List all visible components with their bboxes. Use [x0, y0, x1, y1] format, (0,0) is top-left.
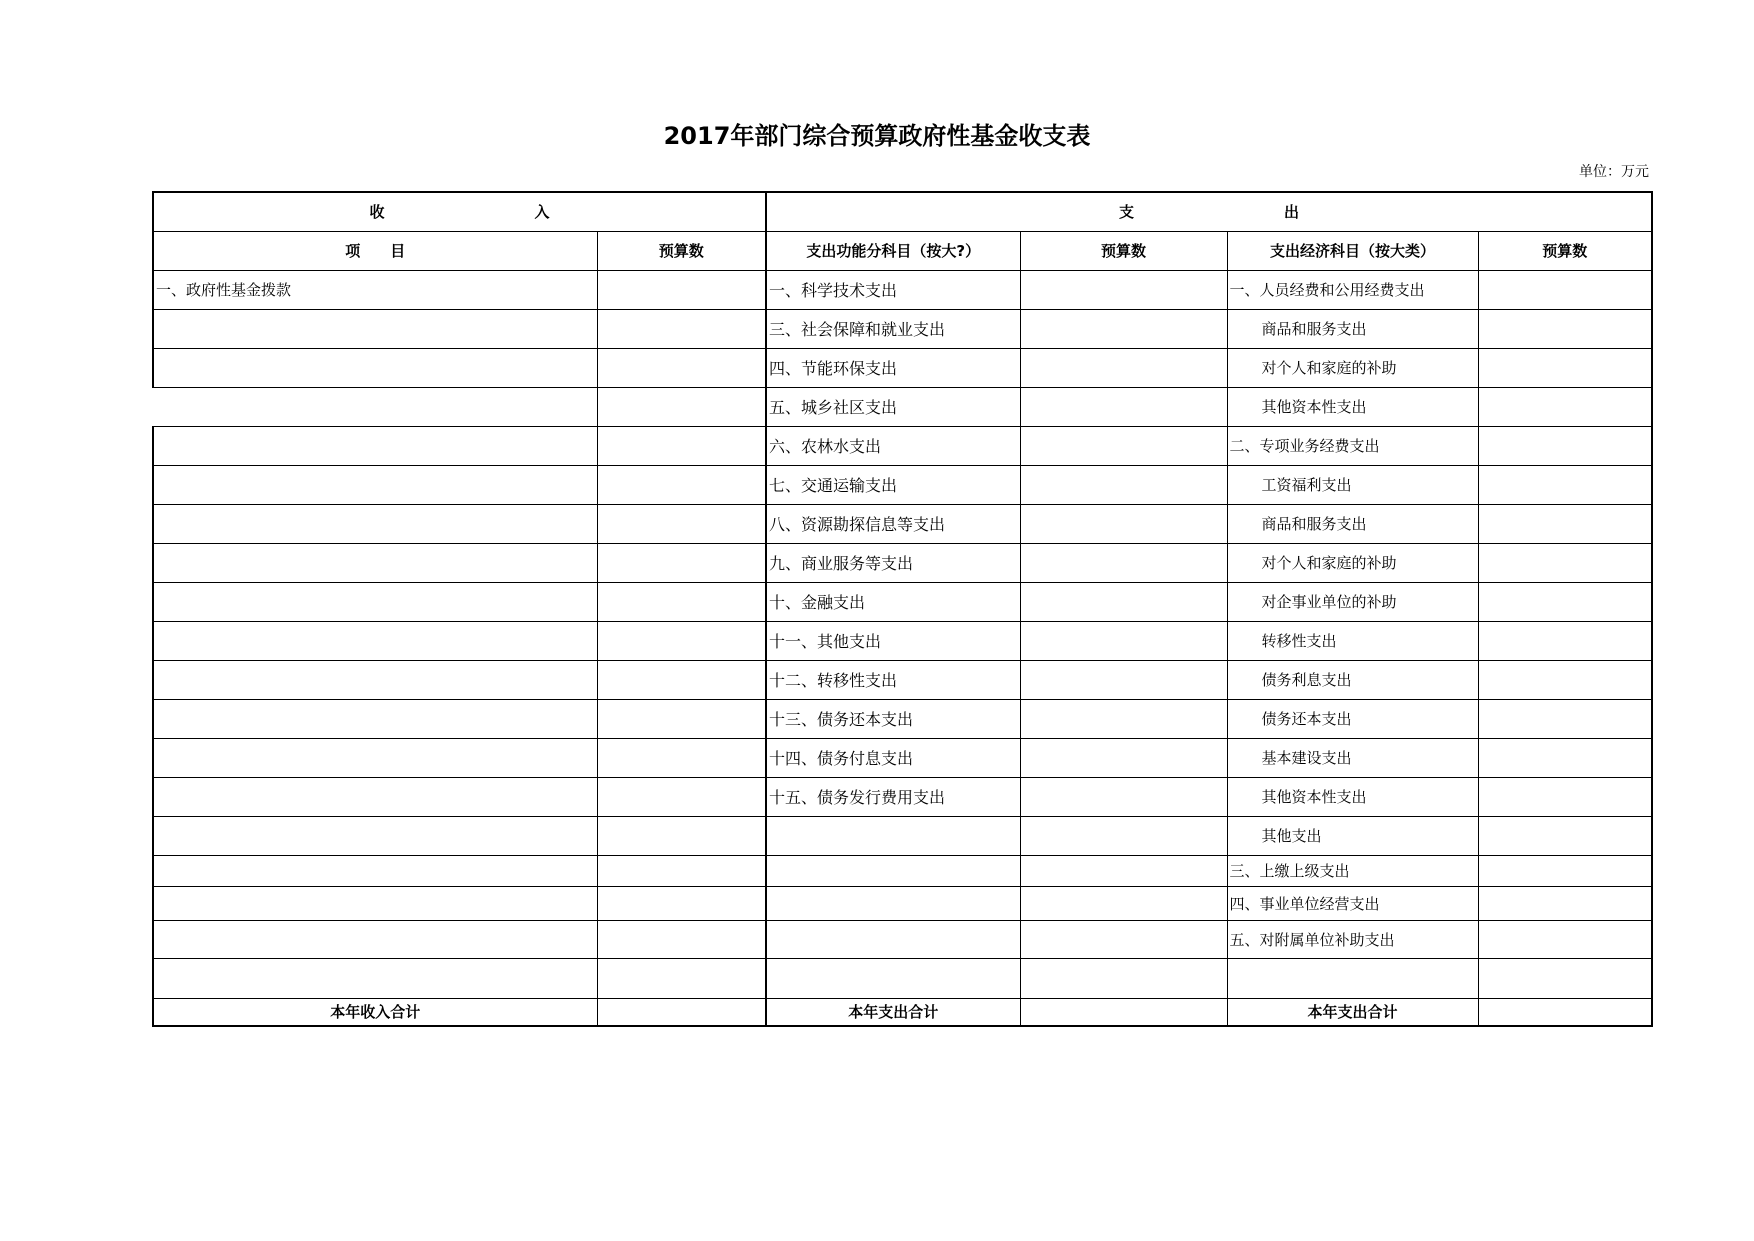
- econ-budget-cell: [1478, 738, 1652, 777]
- econ-item-cell: 对企事业单位的补助: [1227, 582, 1478, 621]
- econ-total-value: [1478, 998, 1652, 1026]
- table-row: [153, 543, 1652, 582]
- page-title: 2017年部门综合预算政府性基金收支表: [663, 122, 1091, 150]
- income-item-cell: [153, 465, 597, 504]
- col-header-budget: 预算数: [597, 231, 766, 270]
- table-row: [153, 958, 1652, 998]
- econ-item-cell: 四、事业单位经营支出: [1227, 886, 1478, 920]
- income-item-cell: [153, 348, 597, 387]
- func-item-cell: [766, 816, 1020, 855]
- func-item-cell: 一、科学技术支出: [766, 270, 1020, 309]
- income-item-cell: [153, 660, 597, 699]
- func-budget-cell: [1020, 387, 1227, 426]
- econ-item-cell: 其他支出: [1227, 816, 1478, 855]
- totals-row: [153, 998, 1652, 1026]
- table-row: [153, 660, 1652, 699]
- func-budget-cell: [1020, 270, 1227, 309]
- func-item-cell: [766, 958, 1020, 998]
- func-budget-cell: [1020, 465, 1227, 504]
- income-item-cell: [153, 855, 597, 886]
- func-item-cell: 五、城乡社区支出: [766, 387, 1020, 426]
- econ-item-cell: 商品和服务支出: [1227, 309, 1478, 348]
- func-total-label: 本年支出合计: [766, 998, 1020, 1026]
- income-section-header: 收 入: [153, 192, 766, 231]
- func-budget-cell: [1020, 582, 1227, 621]
- income-item-cell: [153, 816, 597, 855]
- col-header-func: 支出功能分科目（按大?）: [766, 231, 1020, 270]
- func-budget-cell: [1020, 660, 1227, 699]
- econ-budget-cell: [1478, 387, 1652, 426]
- income-budget-cell: [597, 543, 766, 582]
- econ-item-cell: 债务还本支出: [1227, 699, 1478, 738]
- econ-budget-cell: [1478, 348, 1652, 387]
- func-budget-cell: [1020, 621, 1227, 660]
- income-budget-cell: [597, 958, 766, 998]
- income-item-cell: [153, 504, 597, 543]
- econ-item-cell: 商品和服务支出: [1227, 504, 1478, 543]
- table-row: [153, 699, 1652, 738]
- table-row: [153, 387, 1652, 426]
- income-budget-cell: [597, 426, 766, 465]
- income-item-cell: [153, 309, 597, 348]
- table-row: [153, 886, 1652, 920]
- income-item-cell: 一、政府性基金拨款: [153, 270, 597, 309]
- econ-budget-cell: [1478, 958, 1652, 998]
- col-header-budget: 预算数: [1020, 231, 1227, 270]
- econ-budget-cell: [1478, 270, 1652, 309]
- income-total-value: [597, 998, 766, 1026]
- table-row: [153, 348, 1652, 387]
- income-budget-cell: [597, 504, 766, 543]
- income-budget-cell: [597, 309, 766, 348]
- table-row: [153, 465, 1652, 504]
- table-row: [153, 582, 1652, 621]
- func-total-value: [1020, 998, 1227, 1026]
- income-budget-cell: [597, 582, 766, 621]
- income-budget-cell: [597, 777, 766, 816]
- econ-budget-cell: [1478, 543, 1652, 582]
- econ-budget-cell: [1478, 426, 1652, 465]
- table-row: [153, 777, 1652, 816]
- econ-budget-cell: [1478, 816, 1652, 855]
- func-budget-cell: [1020, 504, 1227, 543]
- func-item-cell: [766, 920, 1020, 958]
- col-header-econ: 支出经济科目（按大类）: [1227, 231, 1478, 270]
- income-item-cell: [153, 699, 597, 738]
- func-item-cell: 七、交通运输支出: [766, 465, 1020, 504]
- econ-item-cell: [1227, 958, 1478, 998]
- func-item-cell: 十、金融支出: [766, 582, 1020, 621]
- income-item-cell: [153, 777, 597, 816]
- table-row: [153, 855, 1652, 886]
- func-item-cell: 十二、转移性支出: [766, 660, 1020, 699]
- income-budget-cell: [597, 886, 766, 920]
- income-budget-cell: [597, 270, 766, 309]
- econ-item-cell: 对个人和家庭的补助: [1227, 543, 1478, 582]
- expense-section-header: 支 出: [766, 192, 1652, 231]
- econ-budget-cell: [1478, 504, 1652, 543]
- econ-item-cell: 对个人和家庭的补助: [1227, 348, 1478, 387]
- table-row: [153, 426, 1652, 465]
- econ-item-cell: 工资福利支出: [1227, 465, 1478, 504]
- section-header-row: [153, 192, 1652, 231]
- budget-table: [152, 191, 1653, 1027]
- econ-budget-cell: [1478, 309, 1652, 348]
- income-item-cell: [153, 582, 597, 621]
- econ-item-cell: 五、对附属单位补助支出: [1227, 920, 1478, 958]
- econ-budget-cell: [1478, 920, 1652, 958]
- econ-item-cell: 其他资本性支出: [1227, 387, 1478, 426]
- func-item-cell: 九、商业服务等支出: [766, 543, 1020, 582]
- func-item-cell: 十四、债务付息支出: [766, 738, 1020, 777]
- econ-item-cell: 其他资本性支出: [1227, 777, 1478, 816]
- func-item-cell: [766, 886, 1020, 920]
- table-row: [153, 504, 1652, 543]
- func-item-cell: 十一、其他支出: [766, 621, 1020, 660]
- econ-budget-cell: [1478, 660, 1652, 699]
- income-budget-cell: [597, 699, 766, 738]
- func-budget-cell: [1020, 426, 1227, 465]
- income-budget-cell: [597, 738, 766, 777]
- col-header-budget: 预算数: [1478, 231, 1652, 270]
- func-budget-cell: [1020, 886, 1227, 920]
- func-item-cell: [766, 855, 1020, 886]
- econ-item-cell: 转移性支出: [1227, 621, 1478, 660]
- income-budget-cell: [597, 348, 766, 387]
- income-budget-cell: [597, 660, 766, 699]
- income-budget-cell: [597, 621, 766, 660]
- func-item-cell: 十三、债务还本支出: [766, 699, 1020, 738]
- income-budget-cell: [597, 855, 766, 886]
- func-item-cell: 八、资源勘探信息等支出: [766, 504, 1020, 543]
- econ-budget-cell: [1478, 582, 1652, 621]
- econ-item-cell: 三、上缴上级支出: [1227, 855, 1478, 886]
- func-budget-cell: [1020, 309, 1227, 348]
- func-item-cell: 十五、债务发行费用支出: [766, 777, 1020, 816]
- econ-budget-cell: [1478, 699, 1652, 738]
- func-budget-cell: [1020, 543, 1227, 582]
- income-budget-cell: [597, 816, 766, 855]
- func-budget-cell: [1020, 816, 1227, 855]
- func-budget-cell: [1020, 699, 1227, 738]
- func-budget-cell: [1020, 348, 1227, 387]
- func-budget-cell: [1020, 958, 1227, 998]
- table-row: [153, 816, 1652, 855]
- income-budget-cell: [597, 920, 766, 958]
- table-row: [153, 920, 1652, 958]
- func-item-cell: 四、节能环保支出: [766, 348, 1020, 387]
- econ-budget-cell: [1478, 777, 1652, 816]
- income-item-cell: [153, 387, 597, 426]
- econ-item-cell: 债务利息支出: [1227, 660, 1478, 699]
- econ-budget-cell: [1478, 621, 1652, 660]
- func-budget-cell: [1020, 777, 1227, 816]
- econ-budget-cell: [1478, 855, 1652, 886]
- income-item-cell: [153, 958, 597, 998]
- func-budget-cell: [1020, 855, 1227, 886]
- econ-total-label: 本年支出合计: [1227, 998, 1478, 1026]
- income-item-cell: [153, 738, 597, 777]
- income-total-label: 本年收入合计: [153, 998, 597, 1026]
- econ-item-cell: 一、人员经费和公用经费支出: [1227, 270, 1478, 309]
- econ-budget-cell: [1478, 465, 1652, 504]
- income-item-cell: [153, 621, 597, 660]
- func-item-cell: 六、农林水支出: [766, 426, 1020, 465]
- income-item-cell: [153, 886, 597, 920]
- table-row: [153, 621, 1652, 660]
- table-row: [153, 270, 1652, 309]
- income-budget-cell: [597, 465, 766, 504]
- col-header-item: 项 目: [153, 231, 597, 270]
- econ-item-cell: 二、专项业务经费支出: [1227, 426, 1478, 465]
- func-item-cell: 三、社会保障和就业支出: [766, 309, 1020, 348]
- econ-item-cell: 基本建设支出: [1227, 738, 1478, 777]
- income-item-cell: [153, 426, 597, 465]
- table-row: [153, 738, 1652, 777]
- func-budget-cell: [1020, 738, 1227, 777]
- income-budget-cell: [597, 387, 766, 426]
- income-item-cell: [153, 543, 597, 582]
- unit-label: 单位：万元: [1579, 164, 1649, 180]
- econ-budget-cell: [1478, 886, 1652, 920]
- column-header-row: [153, 231, 1652, 270]
- func-budget-cell: [1020, 920, 1227, 958]
- table-row: [153, 309, 1652, 348]
- income-item-cell: [153, 920, 597, 958]
